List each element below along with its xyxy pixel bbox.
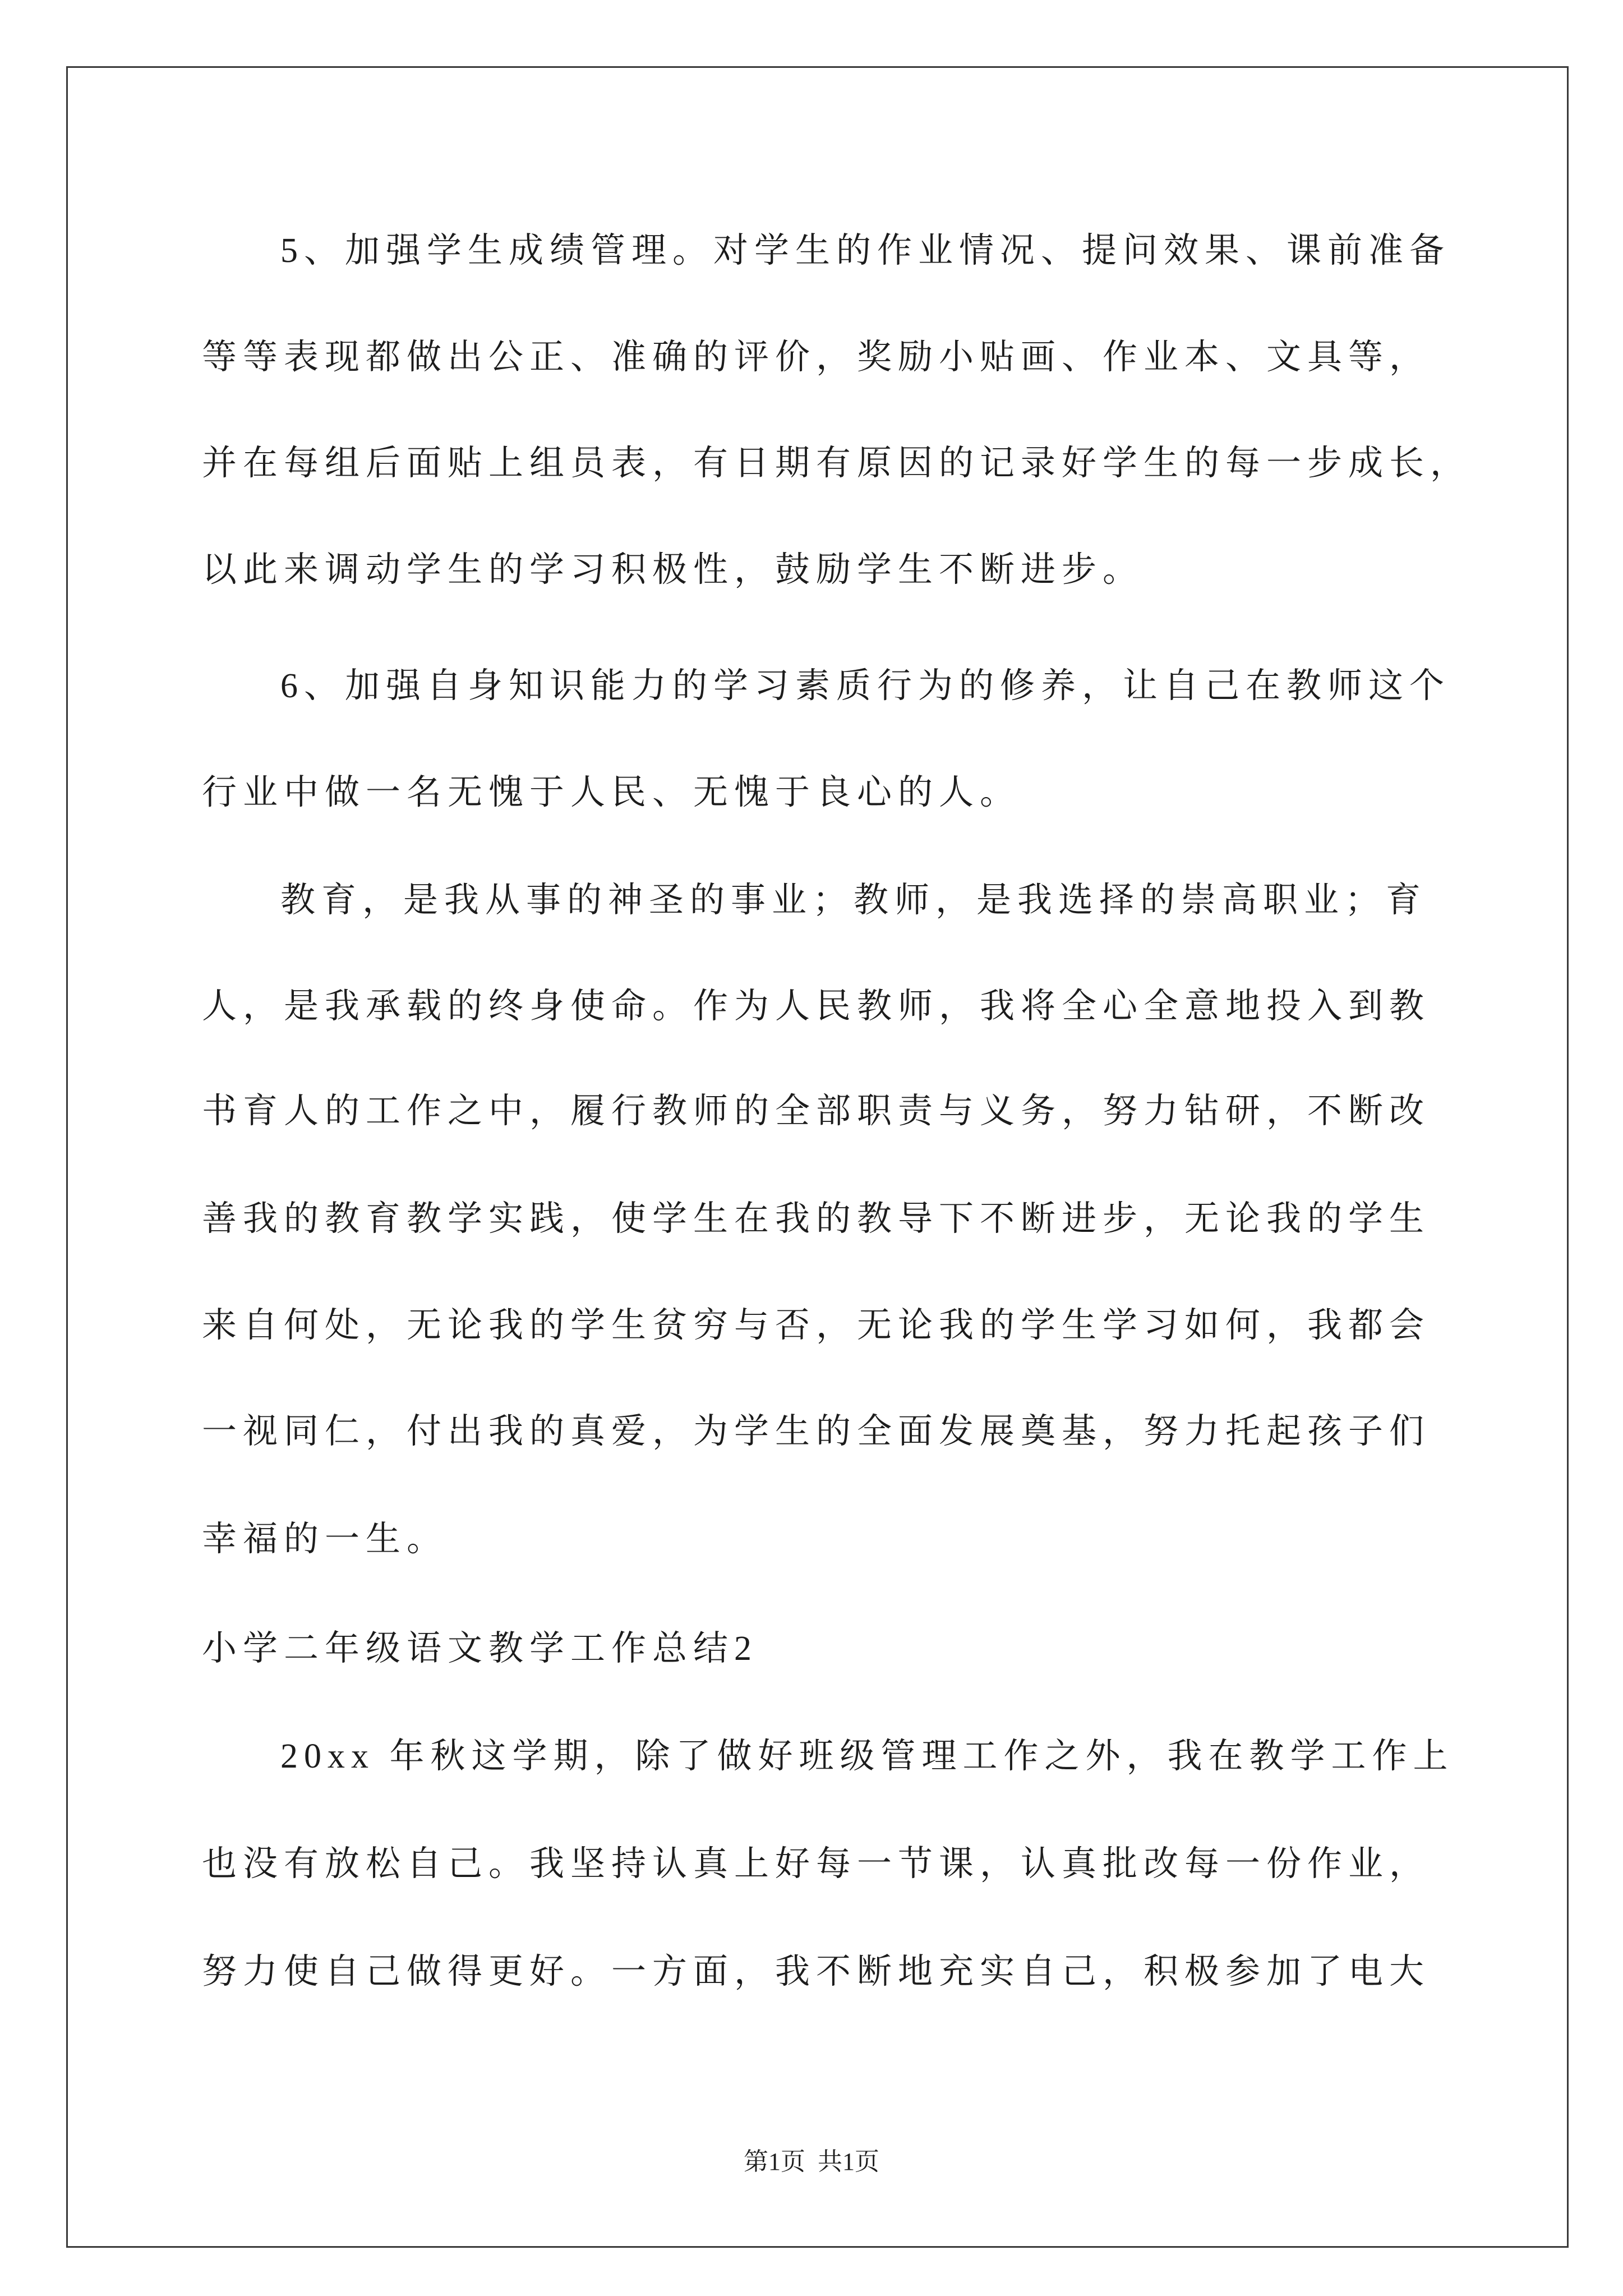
paragraph-line: 努力使自己做得更好。一方面，我不断地充实自己，积极参加了电大 <box>202 1953 1431 1991</box>
paragraph-line: 教育，是我从事的神圣的事业；教师，是我选择的崇高职业；育 <box>280 881 1427 919</box>
paragraph-line: 人，是我承载的终身使命。作为人民教师，我将全心全意地投入到教 <box>202 987 1431 1025</box>
paragraph-line: 20xx 年秋这学期，除了做好班级管理工作之外，我在教学工作上 <box>280 1737 1454 1775</box>
section-heading: 小学二年级语文教学工作总结2 <box>202 1630 758 1668</box>
paragraph-line: 5、加强学生成绩管理。对学生的作业情况、提问效果、课前准备 <box>280 232 1451 270</box>
paragraph-line: 行业中做一名无愧于人民、无愧于良心的人。 <box>202 774 1021 812</box>
paragraph-line: 6、加强自身知识能力的学习素质行为的修养，让自己在教师这个 <box>280 667 1451 705</box>
paragraph-line: 并在每组后面贴上组员表，有日期有原因的记录好学生的每一步成长， <box>202 444 1472 482</box>
paragraph-line: 善我的教育教学实践，使学生在我的教导下不断进步，无论我的学生 <box>202 1200 1431 1238</box>
paragraph-line: 以此来调动学生的学习积极性，鼓励学生不断进步。 <box>202 551 1144 589</box>
paragraph-line: 来自何处，无论我的学生贫穷与否，无论我的学生学习如何，我都会 <box>202 1306 1431 1345</box>
paragraph-line: 也没有放松自己。我坚持认真上好每一节课，认真批改每一份作业， <box>202 1845 1431 1883</box>
paragraph-line: 幸福的一生。 <box>202 1520 448 1558</box>
page-footer: 第1页 共1页 <box>744 2148 879 2175</box>
paragraph-line: 一视同仁，付出我的真爱，为学生的全面发展奠基，努力托起孩子们 <box>202 1412 1431 1451</box>
paragraph-line: 等等表现都做出公正、准确的评价，奖励小贴画、作业本、文具等， <box>202 338 1431 376</box>
page-border <box>66 66 1569 2248</box>
paragraph-line: 书育人的工作之中，履行教师的全部职责与义务，努力钻研，不断改 <box>202 1092 1431 1130</box>
